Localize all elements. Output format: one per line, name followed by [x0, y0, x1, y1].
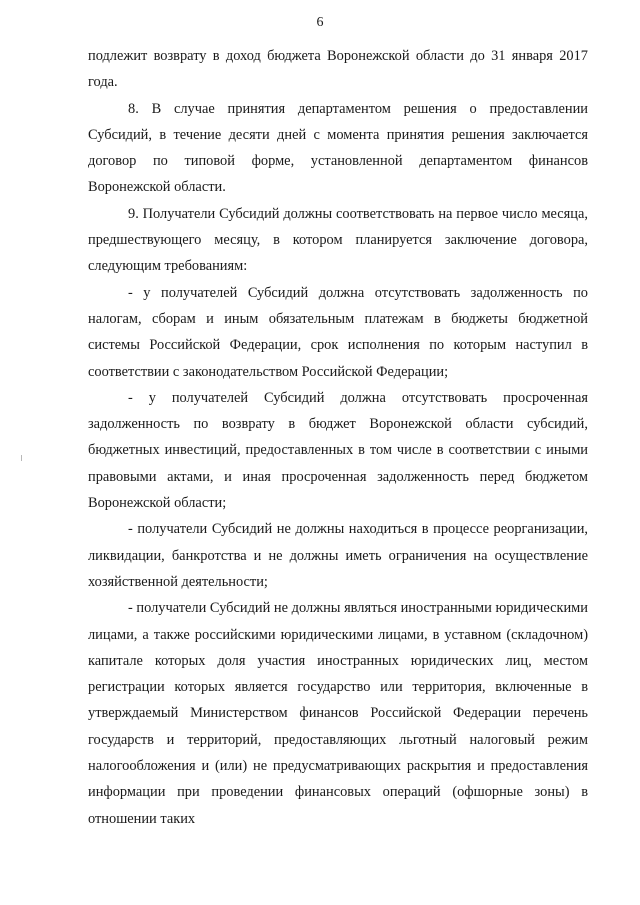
- requirement-no-reorganization: - получатели Субсидий не должны находиться в процессе реорганизации, ликвидации, банкротства и не должны иметь ограничения на осуществление хозяйственной деятельности;: [88, 521, 588, 590]
- requirement-overdue-debt: - у получателей Субсидий должна отсутствовать просроченная задолженность по возврату в бюджет Воронежской области субсидий, бюджетных инвестиций, предоставленных в том числе в соответствии с иными правовыми актами, и иная просроченная задолженность перед бюджетом Воронежской области;: [88, 389, 588, 512]
- document-body: [88, 43, 588, 832]
- paragraph-item-8: 8. В случае принятия департаментом решения о предоставлении Субсидий, в течение десяти дней с момента принятия решения заключается договор по типовой форме, установленной департаментом финансов Воронежской области.: [88, 100, 588, 196]
- requirement-tax-debt: - у получателей Субсидий должна отсутствовать задолженность по налогам, сборам и иным обязательным платежам в бюджеты бюджетной системы Российской Федерации, срок исполнения по которым наступил в соответствии с законодательством Российской Федерации;: [88, 284, 588, 380]
- paragraph-continuation: подлежит возврату в доход бюджета Воронежской области до 31 января 2017 года.: [88, 48, 588, 91]
- paragraph-item-9: 9. Получатели Субсидий должны соответствовать на первое число месяца, предшествующего месяцу, в котором планируется заключение договора, следующим требованиям:: [88, 205, 588, 275]
- scan-artifact: [21, 455, 22, 461]
- page-number: 6: [316, 15, 324, 30]
- requirement-not-foreign-entity: - получатели Субсидий не должны являться иностранными юридическими лицами, а также российскими юридическими лицами, в уставном (складочном) капитале которых доля участия иностранных юридических лиц, местом регистрации которых является государство или территория, включенные в утверждаемый Министерством финансов Российской Федерации перечень государств и территорий, предоставляющих льготный налоговый режим налогообложения и (или) не предусматривающих раскрытия и предоставления информации при проведении финансовых операций (офшорные зоны) в отношении таких: [88, 600, 588, 827]
